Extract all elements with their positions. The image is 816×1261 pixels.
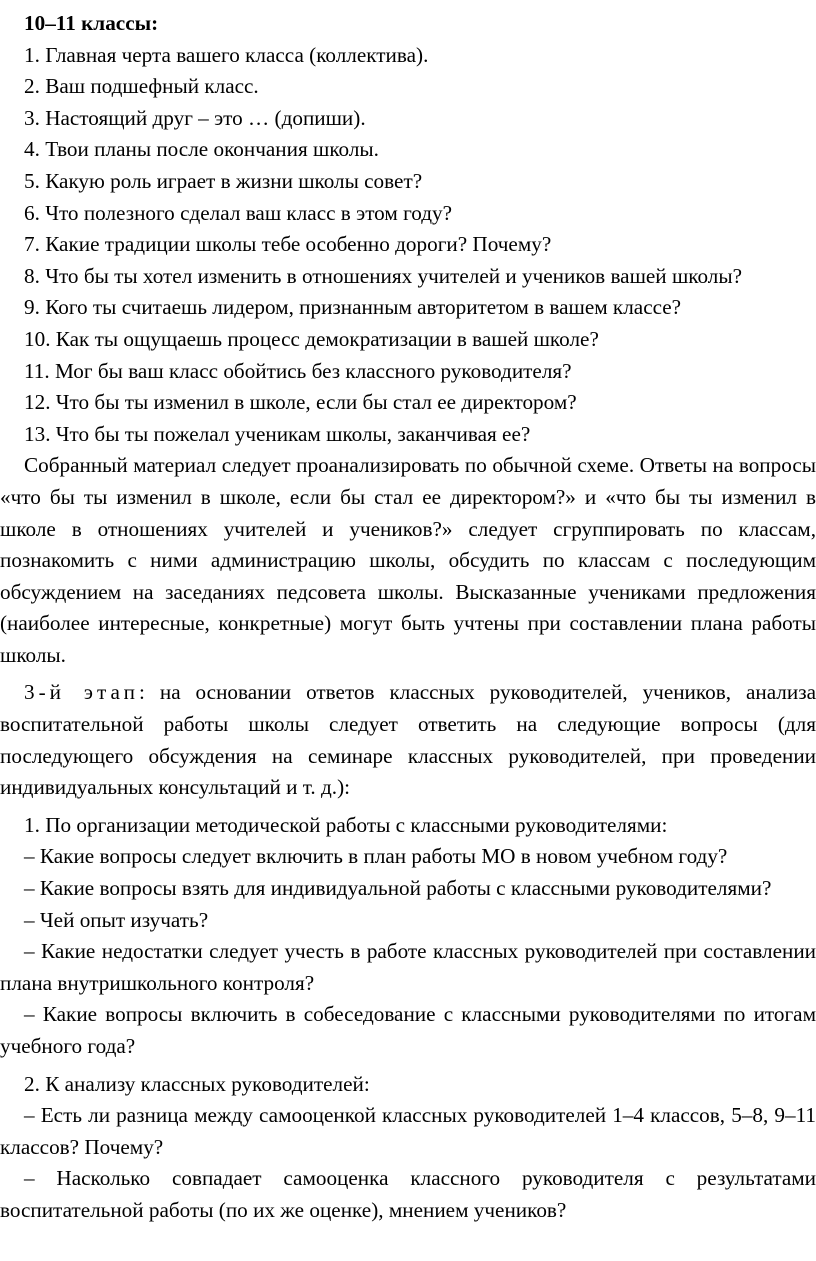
summary-paragraph: Собранный материал следует проанализировать по обычной схеме. Ответы на вопросы «что бы ты изменил в школе, если бы стал ее директором?» и «что бы ты изменил в школе в отношениях учителей и учеников?» следует сгруппировать по классам, познакомить с ними администрацию школы, обсудить по классам с последующим обсуждением на заседаниях педсовета школы. Высказанные учениками предложения (наиболее интересные, конкретные) могут быть учтены при составлении плана работы школы. <box>0 453 816 667</box>
question-item: 9. Кого ты считаешь лидером, признанным авторитетом в вашем классе? <box>24 295 682 320</box>
question-item: 2. Ваш подшефный класс. <box>24 74 259 99</box>
question-item: 4. Твои планы после окончания школы. <box>24 137 379 162</box>
question-item: 13. Что бы ты пожелал ученикам школы, заканчивая ее? <box>24 421 531 446</box>
stage3-label: 3-й этап <box>24 680 140 705</box>
stage3-text: : на основании ответов классных руководителей, учеников, анализа воспитательной работы школы следует ответить на следующие вопросы (для последующего обсуждения на семинаре классных руководителей, при проведении индивидуальных консультаций и т. д.): <box>0 680 816 800</box>
block1-item: – Чей опыт изучать? <box>24 907 209 932</box>
questions-list <box>0 40 816 451</box>
block1-item: – Какие вопросы включить в собеседование с классными руководителями по итогам учебного года? <box>0 1002 816 1058</box>
section-heading: 10–11 классы: <box>24 11 159 35</box>
question-item: 11. Мог бы ваш класс обойтись без классного руководителя? <box>24 358 572 383</box>
question-item: 6. Что полезного сделал ваш класс в этом году? <box>24 200 453 225</box>
block1-item: – Какие недостатки следует учесть в работе классных руководителей при составлении плана внутришкольного контроля? <box>0 939 816 995</box>
question-item: 10. Как ты ощущаешь процесс демократизации в вашей школе? <box>24 326 599 351</box>
question-item: 8. Что бы ты хотел изменить в отношениях учителей и учеников вашей школы? <box>24 263 743 288</box>
block1-item: – Какие вопросы взять для индивидуальной работы с классными руководителями? <box>24 876 772 901</box>
question-item: 5. Какую роль играет в жизни школы совет? <box>24 168 423 193</box>
block2-item: – Насколько совпадает самооценка классного руководителя с результатами воспитательной работы (по их же оценке), мнением учеников? <box>0 1166 816 1222</box>
question-item: 1. Главная черта вашего класса (коллектива). <box>24 42 429 67</box>
block2-item: – Есть ли разница между самооценкой классных руководителей 1–4 классов, 5–8, 9–11 классов? Почему? <box>0 1103 816 1159</box>
stage3-paragraph <box>0 677 816 803</box>
block1-item: – Какие вопросы следует включить в план работы МО в новом учебном году? <box>24 844 728 869</box>
block1-title: 1. По организации методической работы с классными руководителями: <box>24 812 668 837</box>
question-item: 7. Какие традиции школы тебе особенно дороги? Почему? <box>24 232 552 257</box>
question-item: 12. Что бы ты изменил в школе, если бы стал ее директором? <box>24 390 577 415</box>
block2-title: 2. К анализу классных руководителей: <box>24 1071 370 1096</box>
question-item: 3. Настоящий друг – это … (допиши). <box>24 105 366 130</box>
